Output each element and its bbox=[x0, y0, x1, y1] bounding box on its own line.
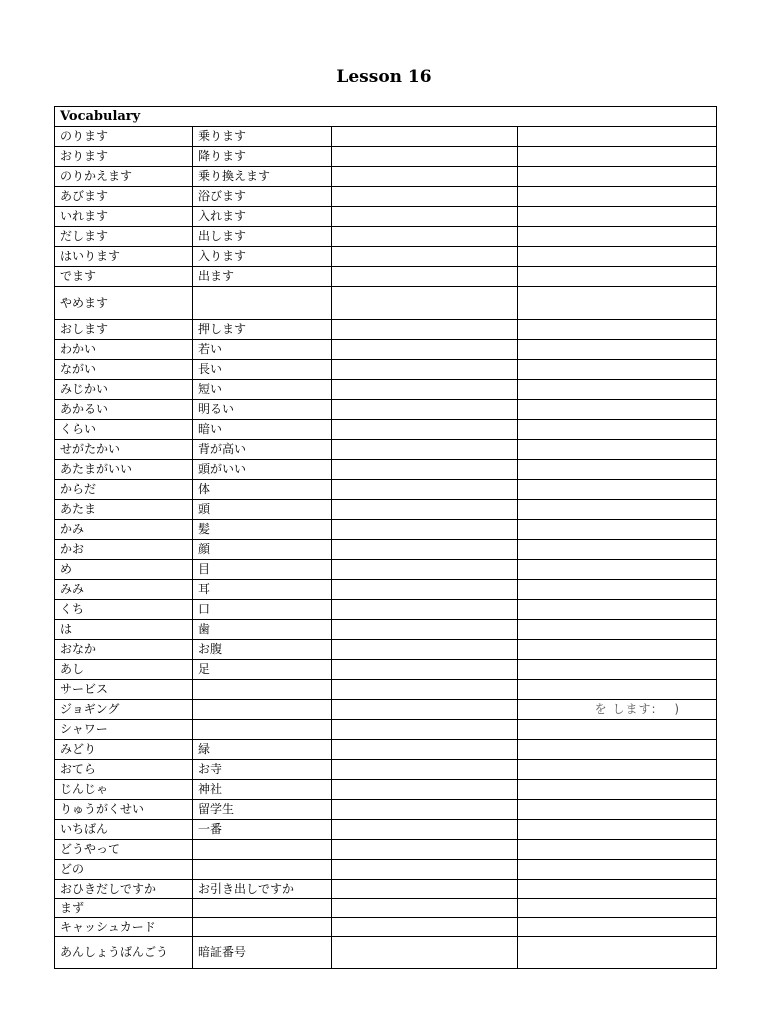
kana-cell: くらい bbox=[55, 420, 193, 440]
page-title: Lesson 16 bbox=[336, 67, 432, 87]
table-row bbox=[55, 760, 717, 780]
table-row bbox=[55, 500, 717, 520]
table-row bbox=[55, 167, 717, 187]
blank-cell bbox=[332, 340, 518, 360]
blank-cell bbox=[332, 267, 518, 287]
blank-cell bbox=[518, 207, 717, 227]
blank-cell bbox=[332, 380, 518, 400]
blank-cell bbox=[332, 640, 518, 660]
table-row bbox=[55, 899, 717, 918]
blank-cell bbox=[518, 480, 717, 500]
blank-cell bbox=[518, 287, 717, 320]
kana-cell: ながい bbox=[55, 360, 193, 380]
table-row bbox=[55, 380, 717, 400]
blank-cell bbox=[332, 147, 518, 167]
kanji-cell: 暗い bbox=[193, 420, 332, 440]
table-row bbox=[55, 937, 717, 969]
table-row bbox=[55, 640, 717, 660]
kana-cell: あたまがいい bbox=[55, 460, 193, 480]
kana-cell: ジョギング bbox=[55, 700, 193, 720]
table-row bbox=[55, 740, 717, 760]
kanji-cell: 長い bbox=[193, 360, 332, 380]
kana-cell: いちばん bbox=[55, 820, 193, 840]
blank-cell bbox=[518, 227, 717, 247]
kana-cell: キャッシュカード bbox=[55, 918, 193, 937]
blank-cell bbox=[332, 760, 518, 780]
blank-cell bbox=[518, 360, 717, 380]
blank-cell bbox=[332, 207, 518, 227]
kanji-cell bbox=[193, 700, 332, 720]
blank-cell bbox=[332, 720, 518, 740]
kanji-cell: 出します bbox=[193, 227, 332, 247]
table-row bbox=[55, 700, 717, 720]
blank-cell bbox=[518, 860, 717, 880]
kana-cell: でます bbox=[55, 267, 193, 287]
kana-cell: あびます bbox=[55, 187, 193, 207]
table-row bbox=[55, 227, 717, 247]
kanji-cell: 短い bbox=[193, 380, 332, 400]
kanji-cell: 入ります bbox=[193, 247, 332, 267]
vocabulary-table-body bbox=[55, 107, 717, 969]
kana-cell: かみ bbox=[55, 520, 193, 540]
kanji-cell: 浴びます bbox=[193, 187, 332, 207]
kana-cell: あんしょうばんごう bbox=[55, 937, 193, 969]
kanji-cell bbox=[193, 680, 332, 700]
kanji-cell bbox=[193, 287, 332, 320]
kana-cell: おひきだしですか bbox=[55, 880, 193, 899]
kana-cell: おてら bbox=[55, 760, 193, 780]
blank-cell bbox=[332, 780, 518, 800]
vocabulary-table bbox=[54, 106, 717, 969]
blank-cell bbox=[518, 780, 717, 800]
kanji-cell: 足 bbox=[193, 660, 332, 680]
blank-cell bbox=[518, 460, 717, 480]
table-row bbox=[55, 660, 717, 680]
kana-cell: せがたかい bbox=[55, 440, 193, 460]
kana-cell: りゅうがくせい bbox=[55, 800, 193, 820]
blank-cell bbox=[518, 800, 717, 820]
blank-cell bbox=[518, 520, 717, 540]
table-row bbox=[55, 840, 717, 860]
kana-cell: どの bbox=[55, 860, 193, 880]
table-row bbox=[55, 860, 717, 880]
table-row bbox=[55, 680, 717, 700]
kana-cell: サービス bbox=[55, 680, 193, 700]
blank-cell bbox=[518, 380, 717, 400]
table-row bbox=[55, 207, 717, 227]
table-row bbox=[55, 880, 717, 899]
blank-cell bbox=[518, 899, 717, 918]
kanji-cell: 髪 bbox=[193, 520, 332, 540]
blank-cell bbox=[332, 660, 518, 680]
blank-cell bbox=[518, 147, 717, 167]
blank-cell bbox=[332, 540, 518, 560]
blank-cell bbox=[332, 800, 518, 820]
blank-cell bbox=[332, 520, 518, 540]
blank-cell bbox=[332, 600, 518, 620]
blank-cell bbox=[332, 860, 518, 880]
blank-cell bbox=[518, 500, 717, 520]
blank-cell bbox=[332, 680, 518, 700]
blank-cell bbox=[332, 937, 518, 969]
kana-cell: のります bbox=[55, 127, 193, 147]
table-row bbox=[55, 440, 717, 460]
blank-cell bbox=[518, 420, 717, 440]
blank-cell bbox=[332, 127, 518, 147]
kana-cell: あし bbox=[55, 660, 193, 680]
blank-cell bbox=[518, 918, 717, 937]
table-header-row bbox=[55, 107, 717, 127]
kana-cell: かお bbox=[55, 540, 193, 560]
kanji-cell: 出ます bbox=[193, 267, 332, 287]
blank-cell bbox=[518, 247, 717, 267]
table-row bbox=[55, 360, 717, 380]
table-row bbox=[55, 340, 717, 360]
kanji-cell: 頭がいい bbox=[193, 460, 332, 480]
kanji-cell: 乗ります bbox=[193, 127, 332, 147]
blank-cell bbox=[332, 400, 518, 420]
kana-cell: いれます bbox=[55, 207, 193, 227]
blank-cell bbox=[518, 640, 717, 660]
blank-cell bbox=[518, 320, 717, 340]
kanji-cell bbox=[193, 899, 332, 918]
table-row bbox=[55, 267, 717, 287]
kana-cell: みみ bbox=[55, 580, 193, 600]
kanji-cell: 若い bbox=[193, 340, 332, 360]
kanji-cell: 神社 bbox=[193, 780, 332, 800]
blank-cell bbox=[518, 840, 717, 860]
kana-cell: は bbox=[55, 620, 193, 640]
table-row bbox=[55, 147, 717, 167]
kana-cell: あかるい bbox=[55, 400, 193, 420]
blank-cell bbox=[518, 720, 717, 740]
kanji-cell: 歯 bbox=[193, 620, 332, 640]
blank-cell bbox=[332, 620, 518, 640]
kana-cell: だします bbox=[55, 227, 193, 247]
note-cell: を します: ) bbox=[518, 700, 717, 720]
kana-cell: みじかい bbox=[55, 380, 193, 400]
table-row bbox=[55, 520, 717, 540]
kanji-cell: 緑 bbox=[193, 740, 332, 760]
kanji-cell: お寺 bbox=[193, 760, 332, 780]
blank-cell bbox=[332, 840, 518, 860]
blank-cell bbox=[332, 167, 518, 187]
blank-cell bbox=[332, 420, 518, 440]
blank-cell bbox=[518, 400, 717, 420]
blank-cell bbox=[518, 580, 717, 600]
kanji-cell: 明るい bbox=[193, 400, 332, 420]
blank-cell bbox=[332, 320, 518, 340]
kana-cell: じんじゃ bbox=[55, 780, 193, 800]
kana-cell: め bbox=[55, 560, 193, 580]
kana-cell: のりかえます bbox=[55, 167, 193, 187]
kana-cell: おります bbox=[55, 147, 193, 167]
kana-cell: わかい bbox=[55, 340, 193, 360]
table-row bbox=[55, 820, 717, 840]
blank-cell bbox=[518, 540, 717, 560]
blank-cell bbox=[518, 937, 717, 969]
blank-cell bbox=[518, 740, 717, 760]
kanji-cell: 留学生 bbox=[193, 800, 332, 820]
table-row bbox=[55, 918, 717, 937]
blank-cell bbox=[332, 820, 518, 840]
kanji-cell: 頭 bbox=[193, 500, 332, 520]
blank-cell bbox=[332, 187, 518, 207]
blank-cell bbox=[332, 440, 518, 460]
blank-cell bbox=[332, 287, 518, 320]
kanji-cell: 口 bbox=[193, 600, 332, 620]
kana-cell: おなか bbox=[55, 640, 193, 660]
table-row bbox=[55, 720, 717, 740]
blank-cell bbox=[332, 360, 518, 380]
table-row bbox=[55, 620, 717, 640]
blank-cell bbox=[332, 500, 518, 520]
kanji-cell: 暗証番号 bbox=[193, 937, 332, 969]
kana-cell: シャワー bbox=[55, 720, 193, 740]
table-row bbox=[55, 247, 717, 267]
kana-cell: おします bbox=[55, 320, 193, 340]
table-row bbox=[55, 420, 717, 440]
kana-cell: からだ bbox=[55, 480, 193, 500]
kanji-cell: 体 bbox=[193, 480, 332, 500]
blank-cell bbox=[518, 560, 717, 580]
table-row bbox=[55, 400, 717, 420]
kana-cell: まず bbox=[55, 899, 193, 918]
blank-cell bbox=[518, 620, 717, 640]
blank-cell bbox=[518, 267, 717, 287]
table-row bbox=[55, 780, 717, 800]
kanji-cell bbox=[193, 918, 332, 937]
blank-cell bbox=[518, 127, 717, 147]
section-header: Vocabulary bbox=[55, 107, 717, 127]
kanji-cell: お腹 bbox=[193, 640, 332, 660]
table-row bbox=[55, 580, 717, 600]
blank-cell bbox=[518, 820, 717, 840]
kanji-cell: 一番 bbox=[193, 820, 332, 840]
kana-cell: みどり bbox=[55, 740, 193, 760]
table-row bbox=[55, 287, 717, 320]
blank-cell bbox=[518, 680, 717, 700]
blank-cell bbox=[332, 580, 518, 600]
blank-cell bbox=[332, 480, 518, 500]
blank-cell bbox=[332, 460, 518, 480]
kana-cell: はいります bbox=[55, 247, 193, 267]
kanji-cell bbox=[193, 720, 332, 740]
kanji-cell: 入れます bbox=[193, 207, 332, 227]
kana-cell: どうやって bbox=[55, 840, 193, 860]
blank-cell bbox=[518, 167, 717, 187]
blank-cell bbox=[332, 918, 518, 937]
kanji-cell: 顔 bbox=[193, 540, 332, 560]
kanji-cell bbox=[193, 840, 332, 860]
blank-cell bbox=[518, 880, 717, 899]
blank-cell bbox=[518, 340, 717, 360]
kanji-cell: 背が高い bbox=[193, 440, 332, 460]
kana-cell: やめます bbox=[55, 287, 193, 320]
blank-cell bbox=[518, 187, 717, 207]
kanji-cell: 乗り換えます bbox=[193, 167, 332, 187]
blank-cell bbox=[518, 760, 717, 780]
table-row bbox=[55, 540, 717, 560]
table-row bbox=[55, 560, 717, 580]
table-row bbox=[55, 127, 717, 147]
blank-cell bbox=[518, 660, 717, 680]
blank-cell bbox=[332, 700, 518, 720]
kanji-cell: 目 bbox=[193, 560, 332, 580]
table-row bbox=[55, 460, 717, 480]
blank-cell bbox=[332, 740, 518, 760]
kanji-cell: 降ります bbox=[193, 147, 332, 167]
blank-cell bbox=[518, 600, 717, 620]
blank-cell bbox=[332, 227, 518, 247]
kana-cell: あたま bbox=[55, 500, 193, 520]
kana-cell: くち bbox=[55, 600, 193, 620]
table-row bbox=[55, 480, 717, 500]
blank-cell bbox=[332, 880, 518, 899]
blank-cell bbox=[332, 247, 518, 267]
blank-cell bbox=[332, 560, 518, 580]
kanji-cell: お引き出しですか bbox=[193, 880, 332, 899]
table-row bbox=[55, 600, 717, 620]
table-row bbox=[55, 320, 717, 340]
blank-cell bbox=[332, 899, 518, 918]
kanji-cell: 押します bbox=[193, 320, 332, 340]
kanji-cell bbox=[193, 860, 332, 880]
table-row bbox=[55, 800, 717, 820]
table-row bbox=[55, 187, 717, 207]
blank-cell bbox=[518, 440, 717, 460]
kanji-cell: 耳 bbox=[193, 580, 332, 600]
